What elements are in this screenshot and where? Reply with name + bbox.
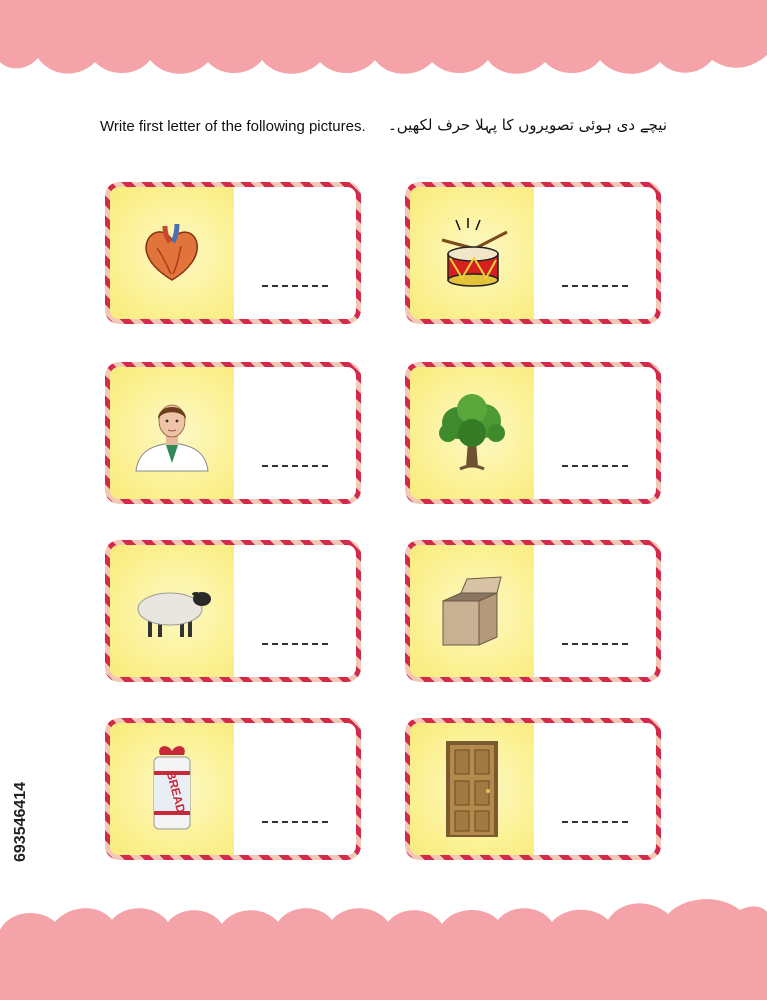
bread-label: BREAD [163, 769, 189, 815]
answer-blank[interactable] [262, 285, 328, 287]
picture-area [410, 723, 534, 855]
answer-blank[interactable] [262, 821, 328, 823]
doctor-icon [132, 393, 212, 473]
answer-blank[interactable] [562, 643, 628, 645]
tree-icon [434, 393, 510, 473]
instruction-english: Write first letter of the following pictures. [100, 118, 366, 135]
answer-blank[interactable] [562, 465, 628, 467]
answer-blank[interactable] [262, 643, 328, 645]
door-icon [444, 739, 500, 839]
answer-blank[interactable] [562, 285, 628, 287]
picture-area [110, 367, 234, 499]
picture-area [410, 367, 534, 499]
card-heart [105, 182, 361, 324]
instruction-urdu: نیچے دی ہوئی تصویروں کا پہلا حرف لکھیں۔ [387, 116, 667, 134]
picture-area [110, 545, 234, 677]
stock-id: 693546414 [12, 781, 29, 862]
card-bread [105, 718, 361, 860]
answer-blank[interactable] [262, 465, 328, 467]
card-doctor [105, 362, 361, 504]
card-drum [405, 182, 661, 324]
picture-area [110, 187, 234, 319]
card-tree [405, 362, 661, 504]
card-box [405, 540, 661, 682]
bottom-cloud-border [0, 890, 767, 1000]
card-sheep [105, 540, 361, 682]
answer-blank[interactable] [562, 821, 628, 823]
sheep-icon [130, 581, 214, 641]
box-icon [437, 573, 507, 649]
bread-icon [142, 741, 202, 837]
picture-area [410, 545, 534, 677]
heart-icon [137, 218, 207, 288]
picture-area [410, 187, 534, 319]
drum-icon [432, 218, 512, 288]
picture-area [110, 723, 234, 855]
top-cloud-border [0, 0, 767, 80]
card-door [405, 718, 661, 860]
